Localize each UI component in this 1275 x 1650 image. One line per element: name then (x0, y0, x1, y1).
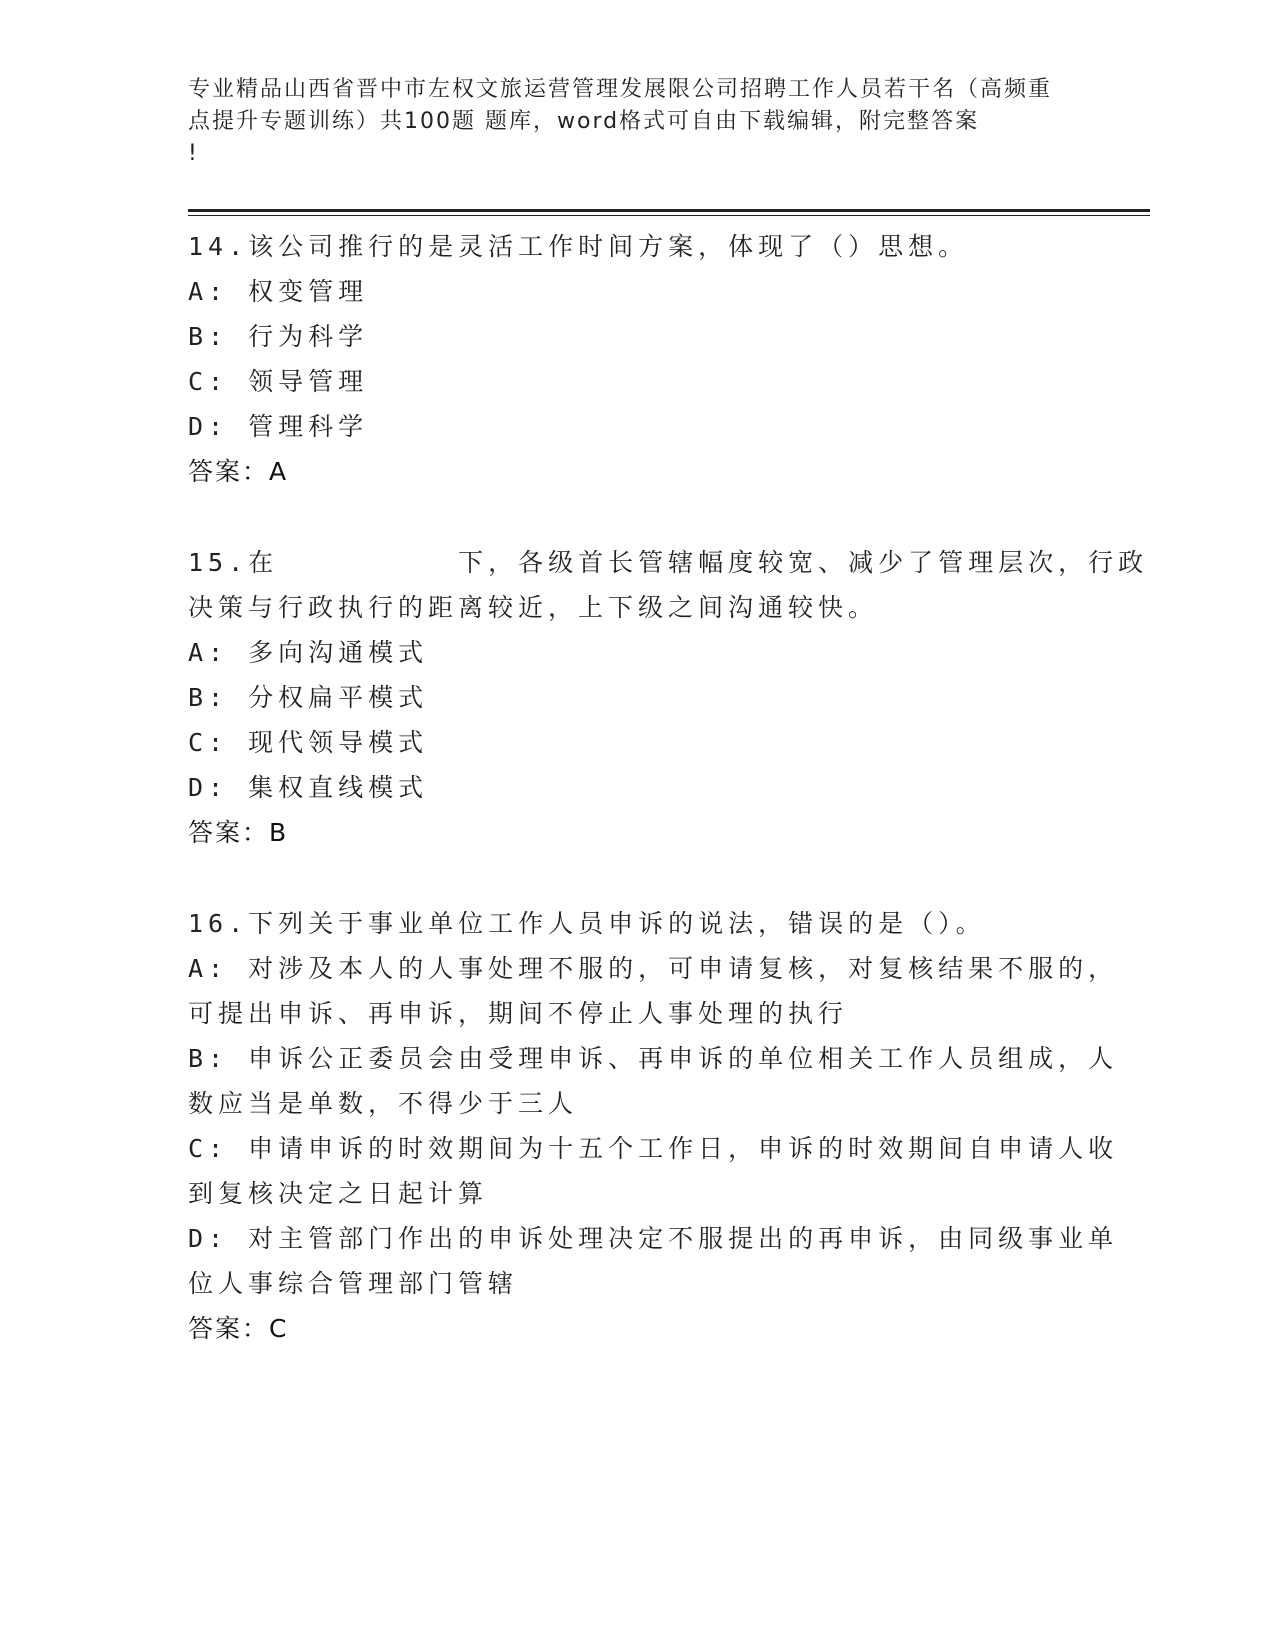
question-stem: 决策与行政执行的距离较近，上下级之间沟通较快。 (188, 593, 879, 622)
option-c (188, 1126, 1119, 1216)
option-text-line: C: 申请申诉的时效期间为十五个工作日，申诉的时效期间自申请人收 (188, 1134, 1119, 1163)
header-line: 专业精品山西省晋中市左权文旅运营管理发展限公司招聘工作人员若干名（高频重 (188, 77, 1053, 102)
document-header (188, 74, 1093, 170)
option-d (188, 1216, 1119, 1306)
answer: 答案：B (188, 818, 289, 847)
option-c: C: 现代领导模式 (188, 728, 429, 757)
option-text-line: 到复核决定之日起计算 (188, 1179, 489, 1208)
option-text-line: 可提出申诉、再申诉，期间不停止人事处理的执行 (188, 999, 849, 1028)
header-line: ! (188, 141, 199, 166)
option-d: D: 集权直线模式 (188, 773, 429, 802)
question-15 (188, 540, 1149, 855)
question-14 (188, 224, 1088, 494)
option-c: C: 领导管理 (188, 367, 369, 396)
option-text-line: 数应当是单数，不得少于三人 (188, 1089, 579, 1118)
header-line: 点提升专题训练）共100题 题库，word格式可自由下载编辑，附完整答案 (188, 109, 980, 134)
question-spacer (188, 494, 1088, 540)
question-spacer (188, 855, 1088, 901)
answer: 答案：A (188, 457, 289, 486)
option-b: B: 分权扁平模式 (188, 683, 429, 712)
question-list (188, 224, 1149, 1351)
answer: 答案：C (188, 1314, 289, 1343)
question-16 (188, 901, 1119, 1351)
option-b (188, 1036, 1119, 1126)
option-d: D: 管理科学 (188, 412, 369, 441)
option-a: A: 权变管理 (188, 277, 369, 306)
option-text-line: D: 对主管部门作出的申诉处理决定不服提出的再申诉，由同级事业单 (188, 1224, 1119, 1253)
question-stem: 15.在 下，各级首长管辖幅度较宽、减少了管理层次，行政 (188, 548, 1149, 577)
question-stem: 16.下列关于事业单位工作人员申诉的说法，错误的是（）。 (188, 909, 986, 938)
option-a (188, 946, 1119, 1036)
option-text-line: A: 对涉及本人的人事处理不服的，可申请复核，对复核结果不服的， (188, 954, 1119, 983)
option-b: B: 行为科学 (188, 322, 369, 351)
header-divider-thick (188, 209, 1150, 212)
option-a: A: 多向沟通模式 (188, 638, 429, 667)
option-text-line: B: 申诉公正委员会由受理申诉、再申诉的单位相关工作人员组成，人 (188, 1044, 1119, 1073)
option-text-line: 位人事综合管理部门管辖 (188, 1269, 519, 1298)
question-stem: 14.该公司推行的是灵活工作时间方案，体现了（）思想。 (188, 232, 969, 261)
header-divider-thin (188, 215, 1150, 216)
